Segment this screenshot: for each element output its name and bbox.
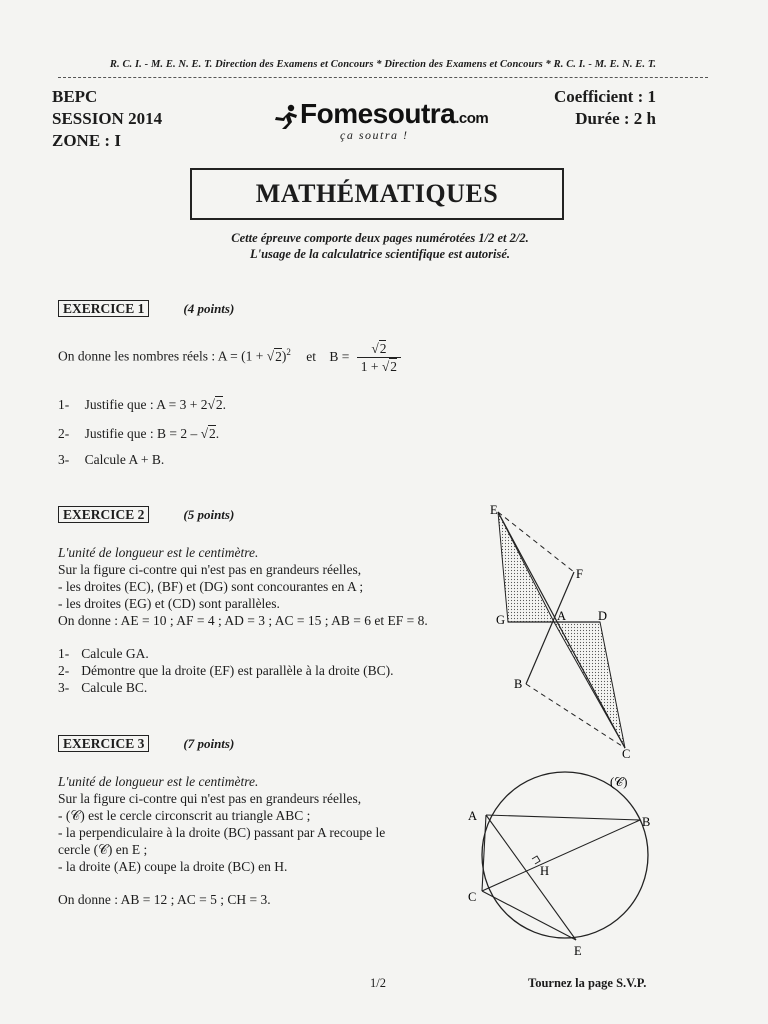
exercise-1-item: 1- Justifie que : A = 3 + 2√2. bbox=[58, 397, 227, 412]
logo-text: Fomesoutra.com bbox=[300, 98, 489, 129]
top-divider bbox=[58, 77, 708, 78]
page-title: MATHÉMATIQUES bbox=[190, 168, 564, 220]
point-g-label: G bbox=[496, 613, 506, 627]
point-b-label: B bbox=[514, 677, 523, 691]
segment-ae bbox=[486, 815, 576, 940]
segment-bc bbox=[482, 820, 640, 891]
session-text: SESSION 2014 bbox=[52, 109, 163, 128]
point-c-label: C bbox=[468, 890, 477, 904]
site-logo bbox=[270, 98, 510, 148]
exercise-2-questions: 1- Calcule GA. 2- Démontre que la droite (EF) est parallèle à la droite (BC). 3- Calcule BC. bbox=[58, 646, 394, 695]
page-number: 1/2 bbox=[370, 976, 386, 990]
zone-text: ZONE : I bbox=[52, 131, 121, 150]
exercise-2-label: EXERCICE 2 bbox=[58, 506, 149, 523]
point-e-label: E bbox=[574, 944, 582, 958]
point-e-label: E bbox=[490, 503, 498, 517]
point-c-label: C bbox=[622, 747, 631, 760]
runner-icon bbox=[270, 104, 300, 130]
logo-tagline: ça soutra ! bbox=[340, 128, 409, 142]
exercise-2-header bbox=[58, 506, 234, 524]
exercise-1-item: 2- Justifie que : B = 2 – √2. bbox=[58, 426, 220, 441]
duration-text: Durée : 2 h bbox=[575, 109, 656, 128]
exam-name: BEPC bbox=[52, 87, 98, 106]
point-b-label: B bbox=[642, 815, 651, 829]
exercise-1-statement: On donne les nombres réels : $A = (1 + √2)^2$ et B = $\frac{√2}{1 + √2}$ bbox=[58, 340, 401, 375]
exercise-3-points: (7 points) bbox=[183, 736, 235, 751]
point-h-label: H bbox=[540, 864, 550, 878]
exercise-1-points: (4 points) bbox=[183, 301, 235, 316]
segment-ce bbox=[482, 891, 576, 940]
exercise-3-label: EXERCICE 3 bbox=[58, 735, 149, 752]
exercise-1-label: EXERCICE 1 bbox=[58, 300, 149, 317]
segment-ab bbox=[486, 815, 640, 820]
point-d-label: D bbox=[598, 609, 608, 623]
circle-c bbox=[482, 772, 651, 938]
point-f-label: F bbox=[576, 567, 583, 581]
exercise-1-header bbox=[58, 300, 234, 318]
exam-info-left bbox=[52, 86, 162, 152]
exercise-2-text: L'unité de longueur est le centimètre. Sur la figure ci-contre qui n'est pas en grandeurs réelles, - les droites (EC), (BF) et (DG) sont concourantes en A ; - les droites (EG) et (CD) sont parallèles. On donne : AE = 10 ; AF = 4 ; AD = 3 ; AC = 15 ; AB = 6 et EF = 8. bbox=[58, 545, 428, 628]
top-banner-text: R. C. I. - M. E. N. E. T. Direction des Examens et Concours * Direction des Examens et Concours * R. C. I. - M. E. N. E. T. bbox=[109, 59, 657, 70]
exam-info-right bbox=[520, 86, 656, 130]
intro-text: Cette épreuve comporte deux pages numérotées 1/2 et 2/2. L'usage de la calculatrice scientifique est autorisé. bbox=[231, 231, 529, 261]
point-a-label: A bbox=[557, 609, 567, 623]
exercise-1-item: 3- Calcule A + B. bbox=[58, 452, 165, 467]
exercise-3-given: On donne : AB = 12 ; AC = 5 ; CH = 3. bbox=[58, 892, 271, 907]
exercise-3-header bbox=[58, 735, 234, 753]
line-ec bbox=[498, 512, 625, 748]
fraction-b: $\frac{√2}{1 + √2}$ bbox=[357, 340, 401, 375]
circle-label: (𝒞) bbox=[610, 775, 628, 789]
exercise-2-points: (5 points) bbox=[183, 507, 235, 522]
coefficient-text: Coefficient : 1 bbox=[554, 87, 656, 106]
next-page-note: Tournez la page S.V.P. bbox=[528, 976, 647, 990]
point-a-label: A bbox=[468, 809, 478, 823]
exercise-2-figure bbox=[480, 500, 650, 760]
exercise-3-figure bbox=[460, 768, 670, 958]
right-angle-mark bbox=[532, 856, 540, 864]
exercise-3-text: L'unité de longueur est le centimètre. Sur la figure ci-contre qui n'est pas en grandeurs réelles, - (𝒞) est le cercle circonscrit au triangle ABC ; - la perpendiculaire à la droite (BC) passant par A recoupe le cercle (𝒞) en E ; - la droite (AE) coupe la droite (BC) en H. bbox=[58, 774, 386, 874]
